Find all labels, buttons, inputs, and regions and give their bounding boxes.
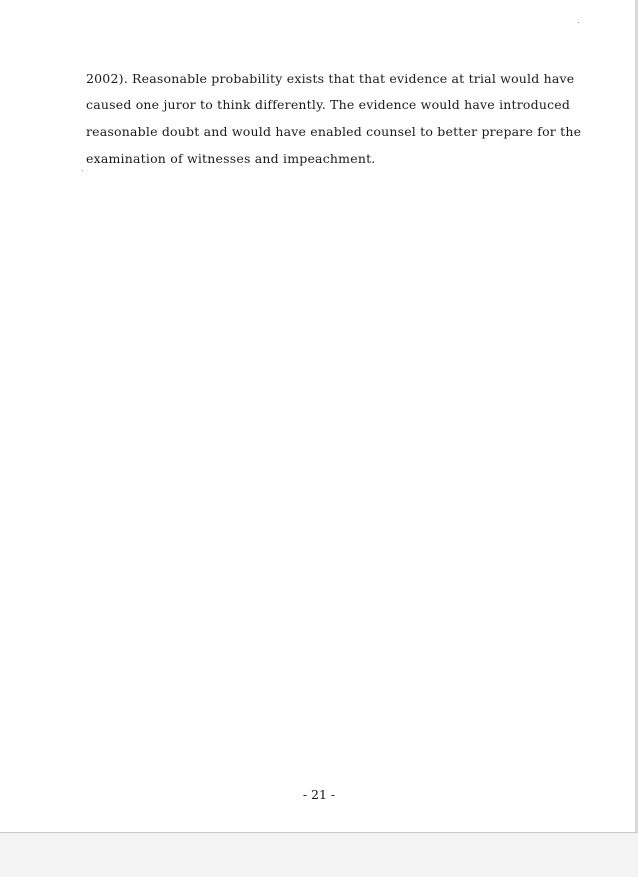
body-text-line-2: caused one juror to think differently. The evidence would have introduced (86, 97, 571, 112)
page-number: - 21 - (302, 787, 336, 802)
scan-speck (578, 22, 579, 23)
body-text-line-1: 2002). Reasonable probability exists that that evidence at trial would have (86, 71, 575, 86)
scan-bottom-margin (0, 832, 638, 877)
body-text-line-4: examination of witnesses and impeachment. (86, 151, 376, 166)
body-text-line-3: reasonable doubt and would have enabled counsel to better prepare for the (86, 124, 582, 139)
scan-speck (82, 170, 83, 171)
